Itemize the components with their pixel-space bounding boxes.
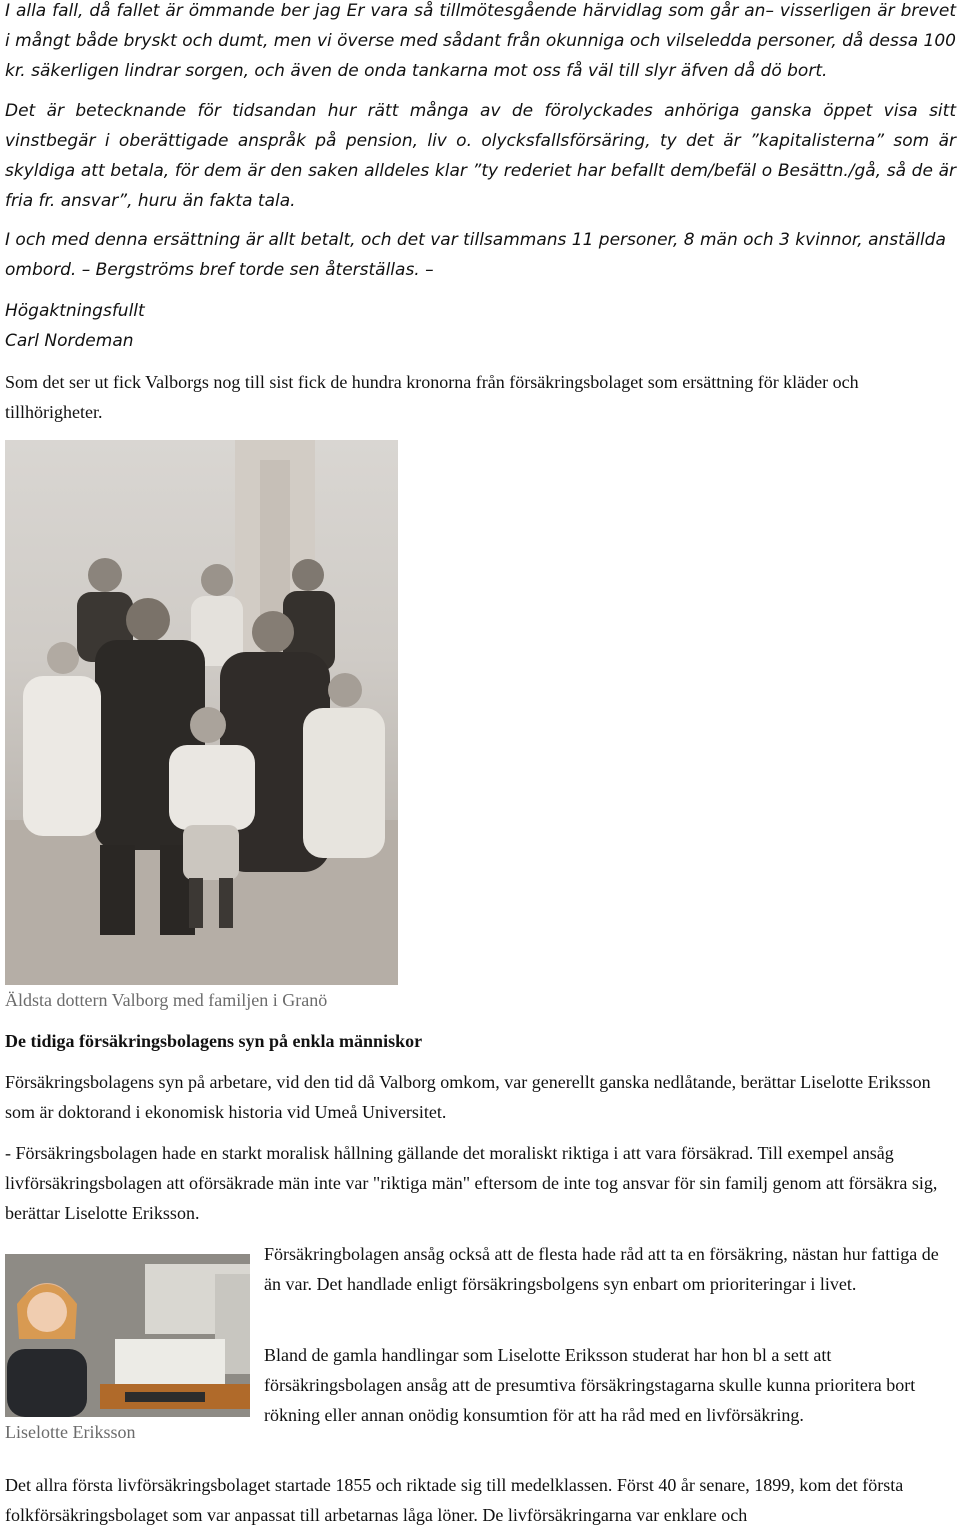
- letter-paragraph-2: Det är betecknande för tidsandan hur rätt många av de förolyckades anhöriga ganska öppet visa sitt vinstbegär i oberättigade anspråk på pension, liv o. olycksfallsförsäring, ty det är ”kapitalisterna” som är skyldiga att betala, för dem är den saken alldeles klar ”ty rederiet har befallt dem/befäl o Besättn./gå, så de är fria fr. ansvar”, huru än fakta tala.: [5, 101, 956, 211]
- family-photo-caption: Äldsta dottern Valborg med familjen i Granö: [5, 990, 328, 1010]
- family-photo: [5, 440, 398, 985]
- portrait-photo-image: [5, 1254, 250, 1417]
- section-heading: De tidiga försäkringsbolagens syn på enkla människor: [5, 1031, 423, 1051]
- section-paragraph-5: Det allra första livförsäkringsbolaget startade 1855 och riktade sig till medelklassen. Först 40 år senare, 1899, kom det första folkförsäkringsbolaget som var anpassat till arbetarnas låga löner. De livförsäkringarna var enklare och: [5, 1475, 904, 1525]
- section-paragraph-1: Försäkringsbolagens syn på arbetare, vid den tid då Valborg omkom, var generellt ganska nedlåtande, berättar Liselotte Eriksson som är doktorand i ekonomisk historia vid Umeå Universitet.: [5, 1072, 931, 1122]
- section-paragraph-3: Försäkringbolagen ansåg också att de flesta hade råd att ta en försäkring, nästan hur fattiga de än var. Det handlade enligt försäkringsbolgens syn enbart om prioriteringar i livet.: [264, 1244, 939, 1294]
- letter-closing: Högaktningsfullt: [5, 301, 145, 321]
- letter-paragraph-1: I alla fall, då fallet är ömmande ber jag Er vara så tillmötesgående härvidlag som går an– visserligen är brevet i mångt både bryskt och dumt, men vi överse med sådant från okunniga och vilseledda personer, då dessa 100 kr. säkerligen lindrar sorgen, och även de onda tankarna mot oss få väl till slyr äfven då dö bort.: [5, 1, 956, 81]
- section-paragraph-4: Bland de gamla handlingar som Liselotte Eriksson studerat har hon bl a sett att försäkringsbolagen ansåg att de presumtiva försäkringstagarna skulle kunna prioritera bort rökning eller annan onödig konsumtion för att ha råd med en livförsäkring.: [264, 1345, 916, 1425]
- intro-paragraph: Som det ser ut fick Valborgs nog till sist fick de hundra kronorna från försäkringsbolaget som ersättning för kläder och tillhörigheter.: [5, 372, 859, 422]
- letter-signature: Carl Nordeman: [5, 331, 134, 351]
- section-paragraph-2: - Försäkringsbolagen hade en starkt moralisk hållning gällande det moraliskt riktiga i att vara försäkrad. Till exempel ansåg livförsäkringsbolagen att oförsäkrade män inte var "riktiga män" eftersom de inte tog ansvar för sin familj genom att försäkra sig, berättar Liselotte Eriksson.: [5, 1143, 938, 1223]
- letter-paragraph-3: I och med denna ersättning är allt betalt, och det var tillsammans 11 personer, 8 män och 3 kvinnor, anställda ombord. – Bergströms bref torde sen återställas. –: [5, 230, 946, 280]
- portrait-photo-caption: Liselotte Eriksson: [5, 1422, 136, 1442]
- portrait-photo: [5, 1254, 250, 1417]
- family-photo-image: [5, 440, 398, 985]
